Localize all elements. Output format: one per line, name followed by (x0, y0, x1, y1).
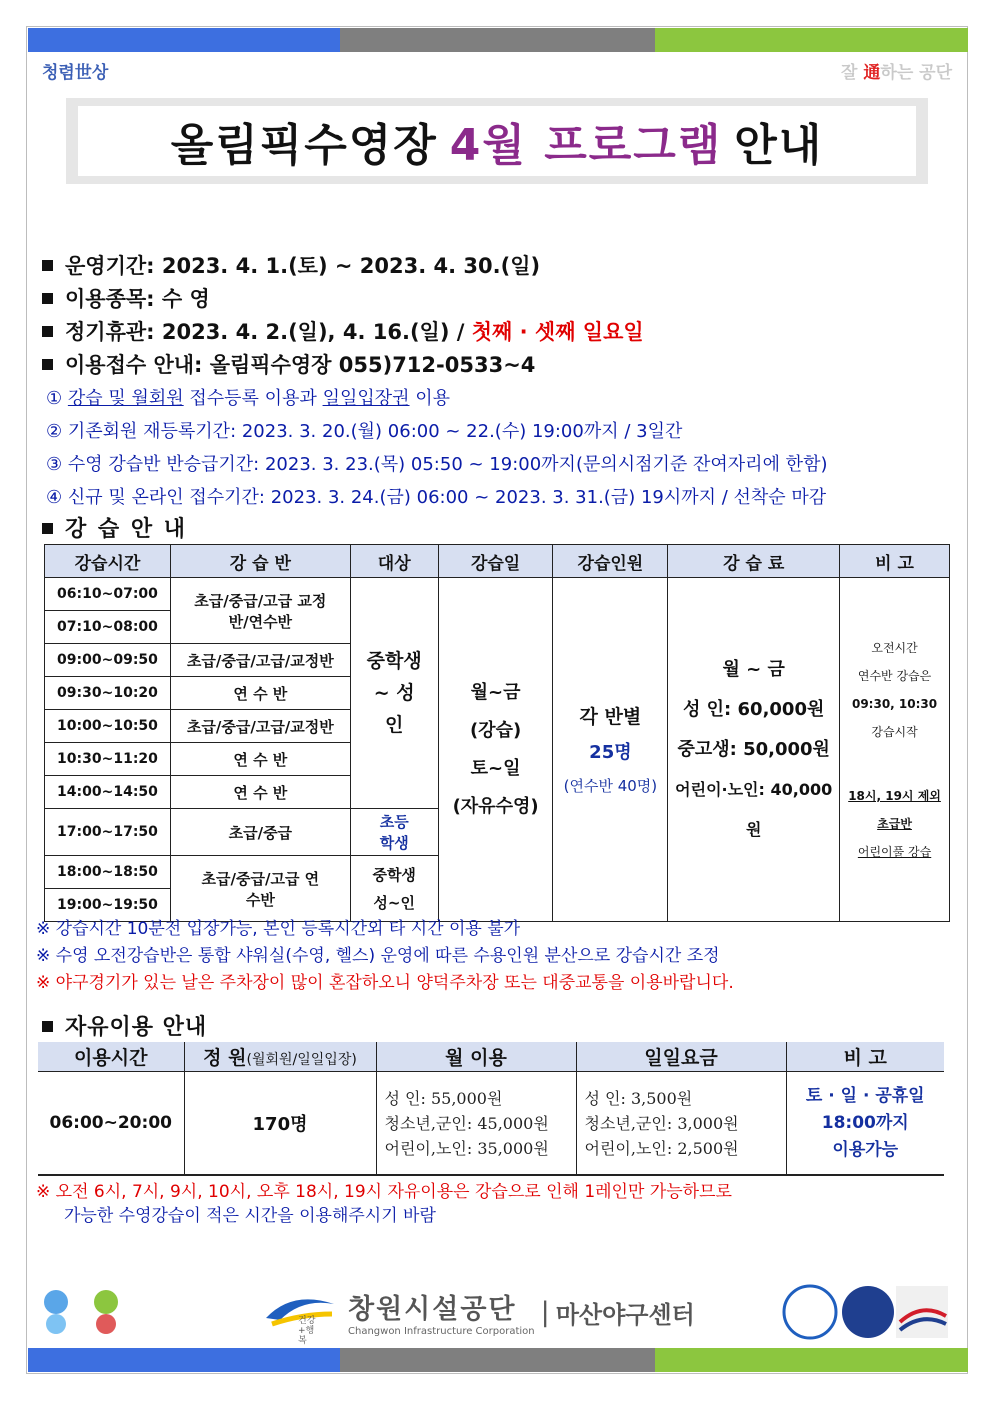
lesson-count: 각 반별 25명 (연수반 40명) (553, 578, 668, 922)
period-line: 운영기간: 2023. 4. 1.(토) ~ 2023. 4. 30.(일) (38, 250, 958, 283)
title-box (66, 98, 928, 184)
step-2: ② 기존회원 재등록기간: 2023. 3. 20.(월) 06:00 ~ 22.(수) 19:00까지 / 3일간 (46, 421, 683, 442)
free-heading: 자유이용 안내 (38, 1010, 207, 1041)
step-3: ③ 수영 강습반 반승급기간: 2023. 3. 23.(목) 05:50 ~ 19:00까지(문의시점기준 잔여자리에 한함) (46, 454, 828, 475)
reception-line: 이용접수 안내: 올림픽수영장 055)712-0533~4 (38, 349, 958, 382)
type-line: 이용종목: 수 영 (38, 283, 958, 316)
clean-world-logo: 청렴世상 (42, 63, 109, 83)
table-row: 19:00~19:50 (45, 889, 950, 922)
info-section (38, 250, 958, 514)
table-row: 09:30~10:20 연 수 반 (45, 677, 950, 710)
page-title: 올림픽수영장 4월 프로그램 안내 (78, 106, 916, 176)
table-row: 17:00~17:50 초급/중급 초등 학생 (45, 809, 950, 856)
bottom-color-band (28, 1348, 968, 1372)
cert-badges (782, 1282, 952, 1346)
lesson-table (44, 544, 950, 922)
table-row: 07:10~08:00 (45, 611, 950, 644)
top-color-band (28, 28, 968, 52)
free-notes: ※ 오전 6시, 7시, 9시, 10시, 오후 18시, 19시 자유이용은 강습으로 인해 1레인만 가능하므로 가능한 수영강습이 적은 시간을 이용해주시기 바람 (36, 1182, 732, 1226)
free-use-table (38, 1042, 944, 1176)
table-row: 10:00~10:50 초급/중급/고급/교정반 (45, 710, 950, 743)
step-1: ① 강습 및 월회원 접수등록 이용과 일일입장권 이용 (46, 388, 451, 409)
daily-fee: 성 인: 3,500원 청소년,군인: 3,000원 어린이,노인: 2,500원 (576, 1072, 786, 1176)
lesson-fee: 월 ~ 금 성 인: 60,000원 중고생: 50,000원 어린이·노인: 40,000원 (668, 578, 840, 922)
lesson-heading: 강 습 안 내 (38, 512, 187, 543)
table-row: 10:30~11:20 연 수 반 (45, 743, 950, 776)
lesson-remark: 오전시간 연수반 강습은 09:30, 10:30 강습시작 18시, 19시 제외 초급반 어린이풀 강습 (840, 578, 950, 922)
monthly-fee: 성 인: 55,000원 청소년,군인: 45,000원 어린이,노인: 35,000원 (376, 1072, 576, 1176)
closed-line: 정기휴관: 2023. 4. 2.(일), 4. 16.(일) / 첫째 · 셋째 일요일 (38, 316, 958, 349)
lesson-days: 월~금 (강습) 토~일 (자유수영) (438, 578, 553, 922)
lesson-notes: ※ 강습시간 10분전 입장가능, 본인 등록시간외 타 시간 이용 불가 ※ 수영 오전강습반은 통합 샤워실(수영, 헬스) 운영에 따른 수용인원 분산으로 강습시간 조정 ※ 야구경기가 있는 날은 주차장이 많이 혼잡하오니 양덕주차장 또는 대중교통을 이용바랍니다. (36, 919, 734, 993)
lesson-header-row: 강습시간 강 습 반 대상 강습일 강습인원 강 습 료 비 고 (45, 545, 950, 578)
table-row: 06:00~20:00 170명 성 인: 55,000원 청소년,군인: 45,000원 어린이,노인: 35,000원 성 인: 3,500원 청소년,군인: 3,000원 어린이,노인: 2,500원 토 · 일 · 공휴일 18:00까지 이용가능 (38, 1072, 944, 1176)
mascot-icon (36, 1284, 136, 1344)
table-row: 14:00~14:50 연 수 반 (45, 776, 950, 809)
corp-logo: 창원시설공단 Changwon Infrastructure Corporation | 마산야구센터 (262, 1284, 695, 1340)
table-row: 06:10~07:00 초급/중급/고급 교정반/연수반 중학생 ~ 성 인 월~금 (강습) 토~일 (자유수영) 각 반별 25명 (연수반 40명) 월 ~ 금 성 인: 60,000원 중고생: 50,000원 어린이·노인: 40,000원 오전시간 연수반 강습은 09:30, 10:30 강습시작 18시, 19시 제외 초급반 어린이풀 강습 (45, 578, 950, 611)
slogan-text: 건강+행복 (298, 1316, 316, 1346)
table-row: 18:00~18:50 초급/중급/고급 연수반 중학생 성~인 (45, 856, 950, 889)
corp-slogan-logo: 잘 通하는 공단 (841, 63, 952, 83)
free-remark: 토 · 일 · 공휴일 18:00까지 이용가능 (786, 1072, 944, 1176)
free-header-row: 이용시간 정 원(월회원/일일입장) 월 이용 일일요금 비 고 (38, 1042, 944, 1072)
step-4: ④ 신규 및 온라인 접수기간: 2023. 3. 24.(금) 06:00 ~ 2023. 3. 31.(금) 19시까지 / 선착순 마감 (46, 487, 827, 508)
table-row: 09:00~09:50 초급/중급/고급/교정반 (45, 644, 950, 677)
